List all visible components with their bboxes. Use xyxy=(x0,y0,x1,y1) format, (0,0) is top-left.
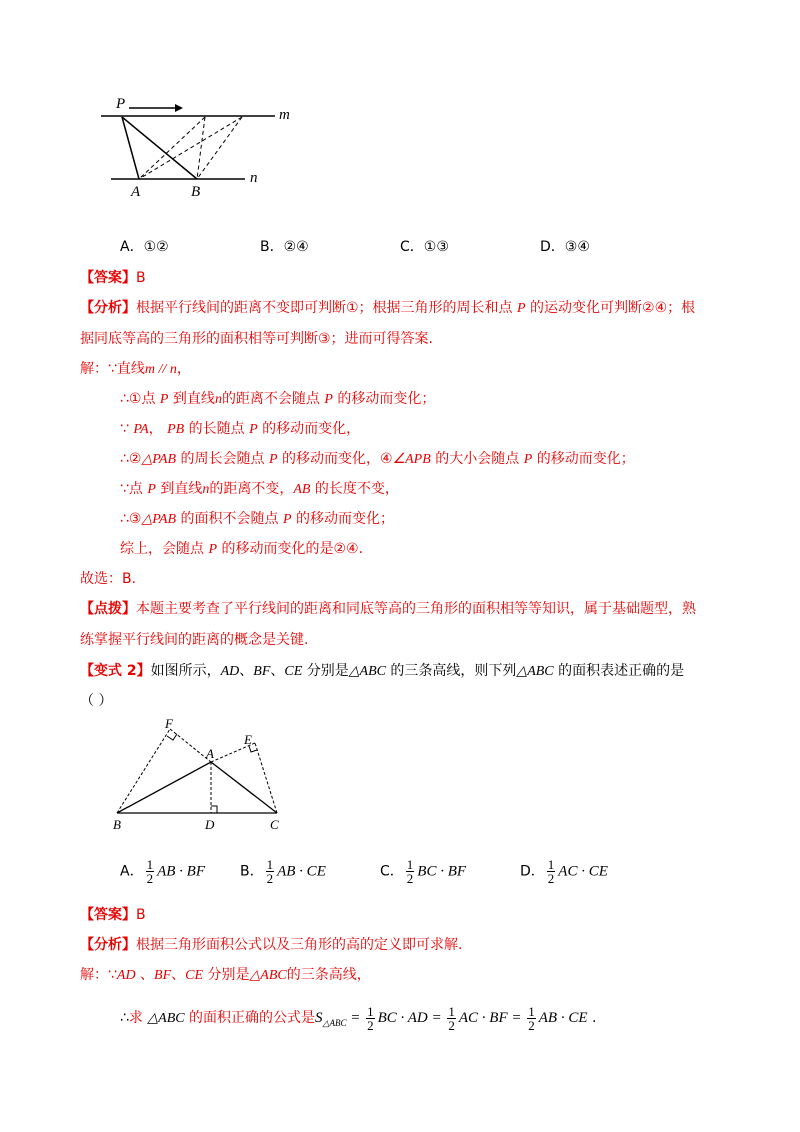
q1-option-d: D．③④ xyxy=(540,239,590,255)
label-b: B xyxy=(113,817,121,832)
q2-option-a: A． $\frac{1}{2}$ AB · BF xyxy=(120,857,205,886)
q2-blank-paren: （ ） xyxy=(80,693,113,709)
q2-solution-line1: 解：∵AD 、BF、CE 分别是△ABC的三条高线， xyxy=(80,967,371,983)
q1-comment-line1: 【点拨】本题主要考查了平行线间的距离和同底等高的三角形的面积相等等知识，属于基础题型，熟 xyxy=(80,601,696,617)
q2-solution-line2: ∴求 △ABC 的面积正确的公式是$S_{\triangle ABC}$ = $\frac{1}{2}$ BC · AD = $\frac{1}{2}$ AC · BF = $\frac{1}{2}$ AB · CE . xyxy=(120,1003,597,1033)
q2-option-b: B． $\frac{1}{2}$ AB · CE xyxy=(240,857,326,886)
label-m: m xyxy=(279,107,290,123)
figure-parallel-lines xyxy=(95,90,315,205)
q1-analysis-line1: 【分析】根据平行线间的距离不变即可判断①；根据三角形的周长和点 P 的运动变化可判断②④；根 xyxy=(80,300,696,316)
label-c: C xyxy=(270,817,279,832)
q2-stem: 【变式 2】如图所示，AD、BF、CE 分别是△ABC 的三条高线，则下列△ABC 的面积表述正确的是 xyxy=(80,663,685,679)
q1-comment-line2: 练掌握平行线间的距离的概念是关键. xyxy=(80,632,309,648)
q1-solution-line2: ∴①点 P 到直线n的距离不会随点 P 的移动而变化； xyxy=(120,391,436,407)
label-d: D xyxy=(205,817,215,832)
q1-solution-line1: 解：∵直线m // n， xyxy=(80,361,191,377)
q1-answer: 【答案】B xyxy=(80,270,146,286)
q1-option-b: B．②④ xyxy=(260,239,309,255)
label-f: F xyxy=(165,716,173,731)
q2-analysis: 【分析】根据三角形面积公式以及三角形的高的定义即可求解. xyxy=(80,937,463,953)
label-a: A xyxy=(206,746,214,761)
q2-option-d: D． $\frac{1}{2}$ AC · CE xyxy=(520,857,608,886)
q1-solution-line4: ∴②△PAB 的周长会随点 P 的移动而变化，④∠APB 的大小会随点 P 的移动而变化； xyxy=(120,451,635,467)
q1-analysis-line2: 据同底等高的三角形的面积相等可判断③；进而可得答案. xyxy=(80,331,433,347)
figure-triangle-altitudes xyxy=(110,715,295,835)
q1-option-a: A．①② xyxy=(120,239,169,255)
label-p: P xyxy=(116,96,126,112)
q1-option-c: C．①③ xyxy=(400,239,449,255)
q1-solution-line7: 综上，会随点 P 的移动而变化的是②④. xyxy=(120,541,364,557)
label-n: n xyxy=(250,170,258,186)
q1-solution-line8: 故选：B. xyxy=(80,571,137,587)
q1-solution-line6: ∴③△PAB 的面积不会随点 P 的移动而变化； xyxy=(120,511,395,527)
q1-solution-line3: ∵ PA， PB 的长随点 P 的移动而变化， xyxy=(120,421,361,437)
q2-answer: 【答案】B xyxy=(80,907,146,923)
label-b: B xyxy=(191,184,201,200)
label-a: A xyxy=(131,184,141,200)
label-e: E xyxy=(244,732,252,747)
q2-option-c: C． $\frac{1}{2}$ BC · BF xyxy=(380,857,467,886)
q1-solution-line5: ∵点 P 到直线n的距离不变，AB 的长度不变， xyxy=(120,481,399,497)
